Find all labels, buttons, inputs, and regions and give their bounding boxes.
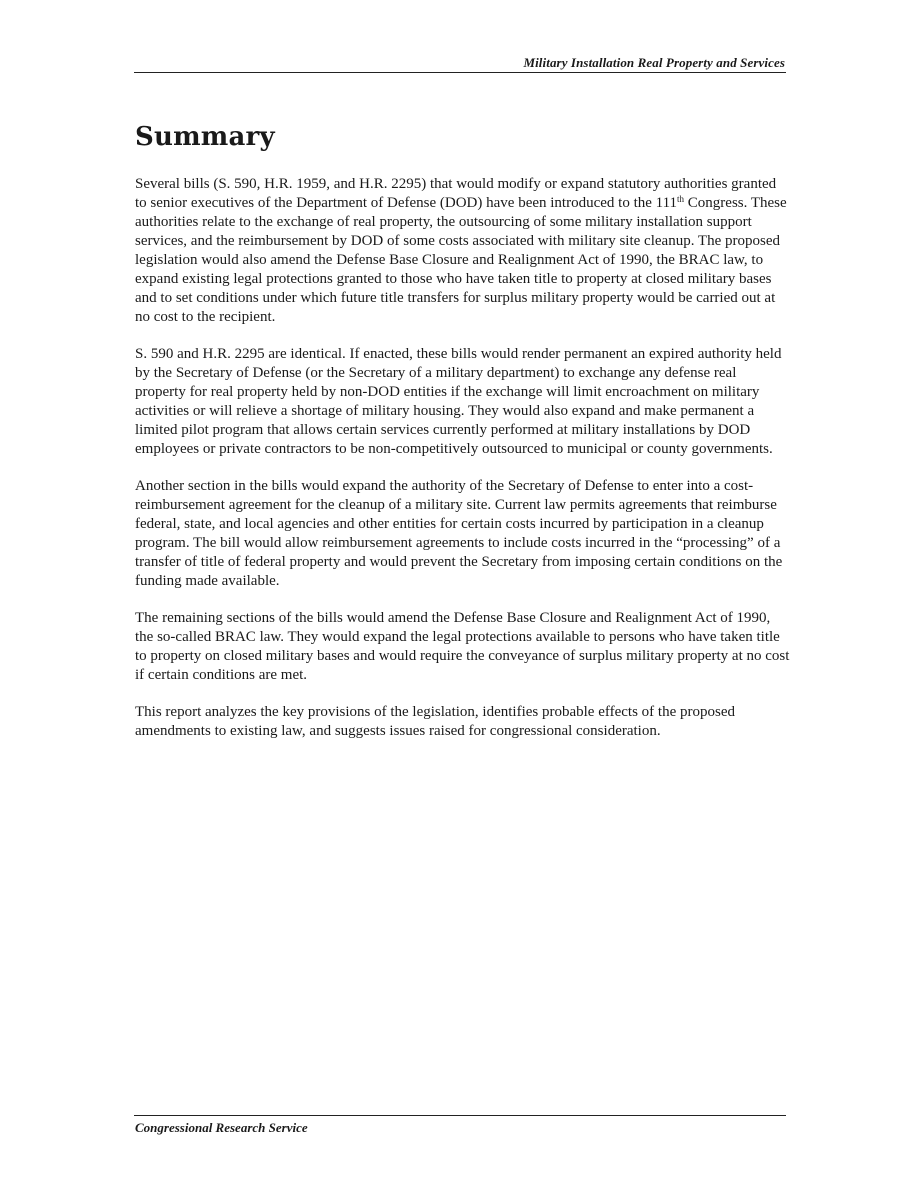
footer-divider <box>134 1115 786 1116</box>
paragraph-1-text-a: Several bills (S. 590, H.R. 1959, and H.R. 2295) that would modify or expand statutory authorities granted to senior executives of the Department of Defense (DOD) have been introduced to the 111 <box>135 176 777 211</box>
paragraph-3: Another section in the bills would expand the authority of the Secretary of Defense to enter into a cost-reimbursement agreement for the cleanup of a military site. Current law permits agreements that reimburse federal, state, and local agencies and other entities for certain costs incurred by participation in a cleanup program. The bill would allow reimbursement agreements to include costs incurred in the “processing” of a transfer of title of federal property and would prevent the Secretary from imposing certain conditions on the funding made available. <box>135 478 783 589</box>
paragraph-5: This report analyzes the key provisions of the legislation, identifies probable effects of the proposed amendments to existing law, and suggests issues raised for congressional consideration. <box>135 704 735 739</box>
paragraph-1 <box>135 175 790 327</box>
summary-body <box>135 175 790 759</box>
ordinal-superscript: th <box>677 194 685 204</box>
paragraph-2: S. 590 and H.R. 2295 are identical. If enacted, these bills would render permanent an expired authority held by the Secretary of Defense (or the Secretary of a military department) to exchange any defense real property for real property held by non-DOD entities if the exchange will limit encroachment on military activities or will relieve a shortage of military housing. They would also expand and make permanent a limited pilot program that allows certain services currently performed at military installations by DOD employees or private contractors to be non-competitively outsourced to municipal or county governments. <box>135 346 782 457</box>
footer-source: Congressional Research Service <box>135 1120 308 1135</box>
section-title: Summary <box>135 122 275 152</box>
header-divider <box>134 72 786 73</box>
paragraph-4: The remaining sections of the bills would amend the Defense Base Closure and Realignment Act of 1990, the so-called BRAC law. They would expand the legal protections available to persons who have taken title to property on closed military bases and would require the conveyance of surplus military property at no cost if certain conditions are met. <box>135 610 790 683</box>
paragraph-1-text-b: Congress. These authorities relate to the exchange of real property, the outsourcing of some military installation support services, and the reimbursement by DOD of some costs associated with military site cleanup. The proposed legislation would also amend the Defense Base Closure and Realignment Act of 1990, the BRAC law, to expand existing legal protections granted to those who have taken title to property at closed military bases and to set conditions under which future title transfers for surplus military property would be carried out at no cost to the recipient. <box>135 195 787 325</box>
running-header: Military Installation Real Property and Services <box>523 55 785 70</box>
